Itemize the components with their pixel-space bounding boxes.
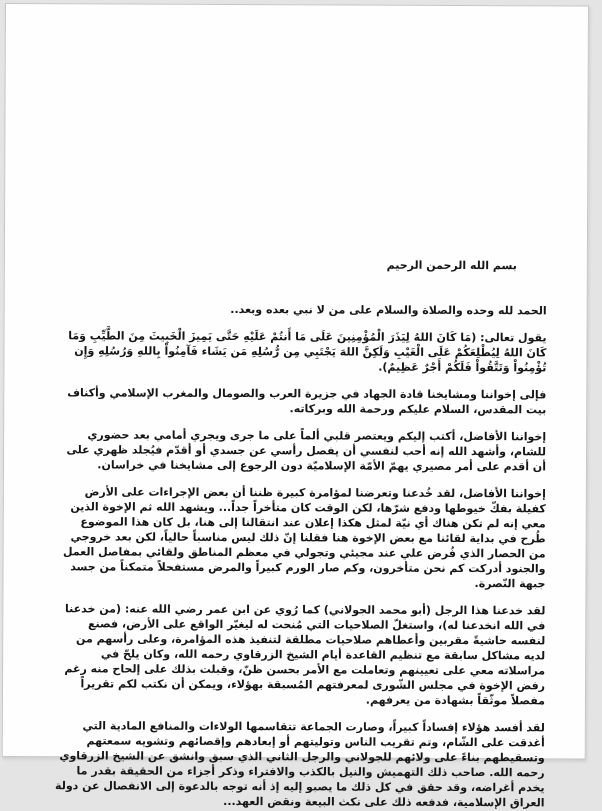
letter-body-paragraph-4: لقد أفسد هؤلاء إفساداً كبيراً، وصارت الجماعة تتقاسمها الولاءات والمنافع المادية التي أغدقت على الشّام، وتم تقريب الناس وتوليتهم أو إبعادهم وإقصائهم وتشويه سمعتهم وتسقيطهم بناءً على ولائهم للجولاني والرجل الثاني الذي سبق وانشق عن الشيخ الزرقاوي رحمه الله. صاحب ذلك التهميش والنيل بالكذب والافتراء وذكر أجزاء من الحقيقة بقدر ما يخدم أغراضه، وقد حقق في كل ذلك ما يصبو إليه إذ أنه توجه بالدعوة إلى الانفصال عن دولة العراق الإسلامية، فدفعه ذلك على نكث البيعة ونقض العهد...	[55, 719, 545, 810]
basmala-line: بسم الله الرحمن الرحيم	[386, 258, 517, 273]
opening-praise-line: الحمد لله وحده والصلاة والسلام على من لا نبي بعده وبعد..	[230, 302, 547, 318]
document-page	[2, 3, 589, 810]
addressees-greeting-paragraph: فإلى إخواننا ومشايخنا قادة الجهاد في جزيرة العرب والصومال والمغرب الإسلامي وأكناف بيت المقدس، السلام عليكم ورحمة الله وبركاته.	[67, 386, 547, 417]
letter-body-paragraph-3: لقد خدعنا هذا الرجل (أبو محمد الجولاني) كما رُوي عن ابن عمر رضي الله عنه: (من خدعنا في الله انخدعنا له)، واستغلّ الصلاحيات التي مُنحت له ليغيّر الواقع على الأرض، فصنع لنفسه حاشيةً مقربين وأعطاهم صلاحيات مطلقة لتنفيذ هذه المؤامرة، وعلى رأسهم من لديه مشاكل سابقة مع تنظيم القاعدة أيام الشيخ الزرقاوي رحمه الله، وكان يلحّ في مراسلاته معي على تعيينهم وتعاملت مع الأمر بحسن ظنّ، وقبلت بذلك على إلحاح منه رغم رفض الإخوة في مجلس الشّورى لمعرفتهم المُسبقة بهؤلاء، ويمكن أن نكتب لكم تقريراً مفصلاً موثّقاً بشهادة من يعرفهم.	[64, 602, 546, 708]
letter-body-paragraph-1: إخواننا الأفاضل، أكتب إليكم ويعتصر قلبي ألماً على ما جرى ويجري أمامي بعد حضوري للشام، وأشهد الله إنه أحب لنفسي أن يفصل رأسي عن جسدي أو أقدّم فيُجلد ظهري على أن أقدم على أمر مصيري يهمّ الأمّة الإسلاميّة دون الرجوع إلى مشايخنا في خراسان.	[66, 428, 547, 474]
letter-text-block	[3, 4, 588, 810]
letter-body-paragraph-2: إخواننا الأفاضل، لقد خُدعنا وتعرضنا لمؤامرة كبيرة ظننا أن بعض الإجراءات على الأرض كفيلة بفكّ خيوطها ودفع شرّها، لكن الوقت كان متأخراً جداً... ويشهد الله ثم الإخوة الذين معي إنه لم تكن هناك أي نيّة لمثل هكذا إعلان عند انتقالنا إلى هنا، بل كان هذا الموضوع طُرح في بداية لقائنا مع بعض الإخوة هنا فقلنا إنّ ذلك ليس مناسباً حالياً، لكن بعد خروجي من الحصار الذي فُرض علي عند مجيئي وتجولي في معظم المناطق ولقائي بمفاصل العمل والجنود أدركت كم نحن متأخرون، وكم صار الورم كبيراً والمرض مستفحلاً متمكناً من جسد جبهة النّصرة.	[62, 485, 546, 591]
quran-verse-paragraph: يقول تعالى: (مَا كَانَ اللهُ لِيَذَرَ الْمُؤْمِنِينَ عَلَى مَا أَنتُمْ عَلَيْهِ حَتَّى يَمِيزَ الْخَبِيثَ مِنَ الطَّيِّبِ وَمَا كَانَ اللهُ لِيُطْلِعَكُمْ عَلَى الْغَيْبِ وَلَكِنَّ اللهَ يَجْتَبِي مِن رُّسُلِهِ مَن يَشَاء فَآمِنُواْ بِاللهِ وَرُسُلِهِ وَإِن تُؤْمِنُواْ وَتَتَّقُواْ فَلَكُمْ أَجْرٌ عَظِيمٌ).	[68, 329, 547, 375]
